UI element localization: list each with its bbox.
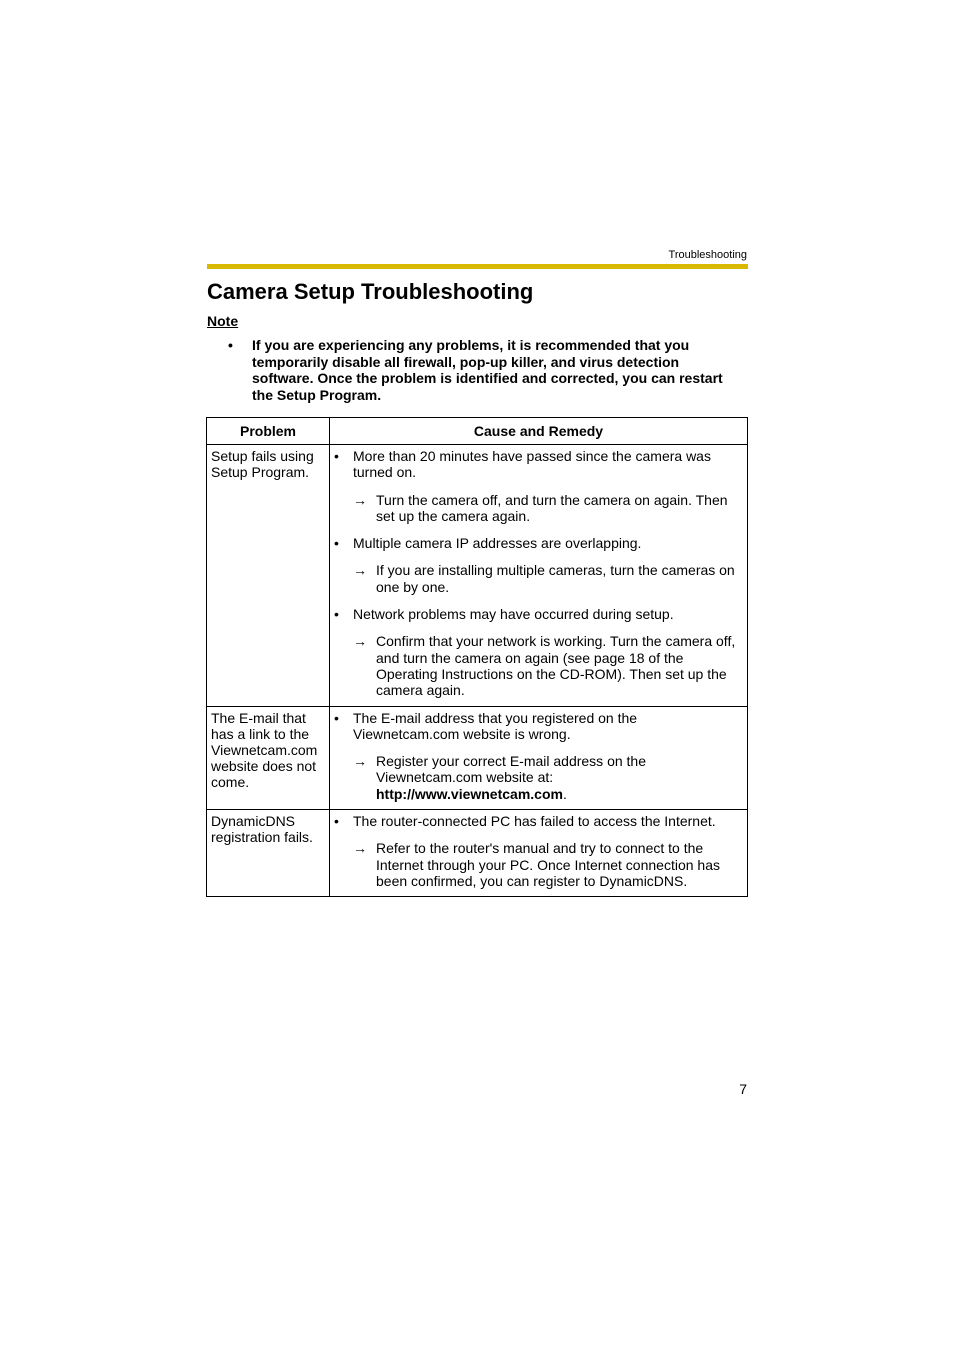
cause-text: Network problems may have occurred during setup.	[353, 606, 674, 623]
arrow-right-icon: →	[353, 753, 367, 770]
problem-cell: The E-mail that has a link to the Viewnetcam.com website does not come.	[207, 706, 330, 809]
page-title: Camera Setup Troubleshooting	[207, 279, 534, 304]
cause-line	[334, 448, 741, 481]
cause-text: Multiple camera IP addresses are overlapping.	[353, 535, 642, 552]
cause-line	[334, 606, 741, 622]
cause-line	[334, 813, 741, 829]
cause-remedy-cell	[330, 706, 748, 809]
remedy-text-block	[376, 753, 741, 802]
cause-text: More than 20 minutes have passed since the camera was turned on.	[353, 448, 711, 481]
cause-text: The E-mail address that you registered on the Viewnetcam.com website is wrong.	[353, 709, 638, 742]
bullet-icon: •	[334, 448, 339, 464]
cause-item	[334, 448, 741, 524]
note-list	[228, 337, 744, 404]
cause-item	[334, 710, 741, 802]
remedy-line	[334, 753, 741, 802]
column-header-problem: Problem	[207, 418, 330, 445]
remedy-text: Confirm that your network is working. Turn the camera off, and turn the camera on again (see page 18 of the Operating Instructions on the CD-ROM). Then set up the camera again.	[376, 633, 736, 699]
remedy-line	[334, 492, 741, 525]
section-header-label: Troubleshooting	[668, 249, 747, 261]
remedy-text: Refer to the router's manual and try to connect to the Internet through your PC. Once Internet connection has been confirmed, you can register to DynamicDNS.	[376, 840, 720, 889]
cause-item	[334, 606, 741, 698]
bullet-icon: •	[334, 813, 339, 830]
remedy-text: If you are installing multiple cameras, turn the cameras on one by one.	[376, 562, 735, 595]
cause-remedy-cell	[330, 445, 748, 707]
arrow-right-icon: →	[353, 840, 367, 857]
column-header-cause-remedy: Cause and Remedy	[330, 418, 748, 445]
remedy-text: Register your correct E-mail address on the Viewnetcam.com website at:	[376, 753, 646, 786]
cause-line	[334, 535, 741, 551]
problem-cell: DynamicDNS registration fails.	[207, 810, 330, 897]
bullet-icon: •	[228, 337, 233, 353]
page-number: 7	[739, 1081, 747, 1097]
cause-text: The router-connected PC has failed to access the Internet.	[353, 813, 716, 830]
table-row	[207, 810, 748, 897]
table-row	[207, 445, 748, 707]
bullet-icon: •	[334, 709, 339, 726]
arrow-right-icon: →	[353, 491, 367, 508]
bullet-icon: •	[334, 535, 339, 552]
problem-cell: Setup fails using Setup Program.	[207, 445, 330, 707]
troubleshooting-table	[206, 417, 748, 897]
note-item-text: If you are experiencing any problems, it is recommended that you temporarily disable all firewall, pop-up killer, and virus detection software. Once the problem is identified and corrected, you can restart the Setup Program.	[252, 337, 723, 404]
cause-item	[334, 813, 741, 889]
note-item	[228, 337, 744, 404]
remedy-text: Turn the camera off, and turn the camera on again. Then set up the camera again.	[376, 491, 728, 524]
bullet-icon: •	[334, 606, 339, 623]
remedy-line	[334, 562, 741, 595]
cause-item	[334, 535, 741, 595]
remedy-line	[334, 840, 741, 889]
table-header-row	[207, 418, 748, 445]
cause-remedy-cell	[330, 810, 748, 897]
arrow-right-icon: →	[353, 562, 367, 579]
remedy-line	[334, 633, 741, 698]
arrow-right-icon: →	[353, 633, 367, 650]
remedy-suffix: .	[562, 785, 567, 802]
website-link[interactable]: http://www.viewnetcam.com	[376, 785, 563, 802]
header-rule	[207, 264, 748, 269]
note-heading: Note	[207, 313, 239, 329]
table-row	[207, 706, 748, 809]
cause-line	[334, 710, 741, 743]
